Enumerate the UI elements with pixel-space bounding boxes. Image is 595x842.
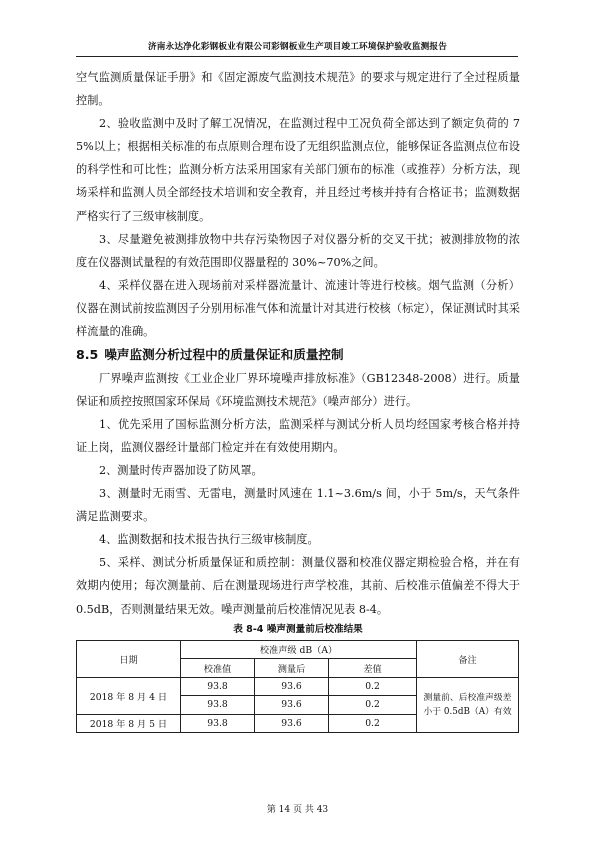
paragraph-item-3: 3、尽量避免被测排放物中共存污染物因子对仪器分析的交叉干扰；被测排放物的浓度在仪器测试量程的有效范围即仪器量程的 30%~70%之间。 — [76, 232, 520, 269]
section-heading-8-5 — [76, 343, 520, 367]
cell-diff: 0.2 — [329, 696, 417, 715]
section-number: 8.5 — [76, 347, 99, 363]
noise-item-3: 3、测量时无雨雪、无雷电，测量时风速在 1.1~3.6m/s 间，小于 5m/s，天气条件满足监测要求。 — [76, 487, 520, 524]
cell-date: 2018 年 8 月 4 日 — [77, 677, 181, 714]
table-header-row — [77, 640, 519, 659]
paragraph-item-2: 2、验收监测中及时了解工况情况，在监测过程中工况负荷全部达到了额定负荷的 75%以上；根据相关标准的布点原则合理布设了无组织监测点位，能够保证各监测点位布设的科学性和可比性；监测分析方法采用国家有关部门颁布的标准（或推荐）分析方法，现场采样和监测人员全部经技术培训和安全教育，并且经过考核并持有合格证书；监测数据严格实行了三级审核制度。 — [76, 117, 520, 223]
calibration-table — [76, 640, 519, 734]
cell-after: 93.6 — [255, 714, 329, 733]
page-header: 济南永达净化彩钢板业有限公司彩钢板业生产项目竣工环境保护验收监测报告 — [148, 42, 447, 52]
noise-intro-paragraph: 厂界噪声监测按《工业企业厂界环境噪声排放标准》（GB12348-2008）进行。质量保证和质控按照国家环保局《环境监测技术规范》（噪声部分）进行。 — [76, 371, 520, 408]
cell-before: 93.8 — [181, 696, 255, 715]
section-title: 噪声监测分析过程中的质量保证和质量控制 — [104, 347, 344, 363]
cell-date: 2018 年 8 月 5 日 — [77, 714, 181, 733]
header-before: 校准值 — [181, 659, 255, 678]
noise-item-5: 5、采样、测试分析质量保证和质控制：测量仪器和校准仪器定期检验合格，并在有效期内使用；每次测量前、后在测量现场进行声学校准，其前、后校准示值偏差不得大于 0.5dB，否则测量结果无效。噪声测量前后校准情况见表 8-4。 — [76, 556, 520, 616]
cell-before: 93.8 — [181, 677, 255, 696]
cell-diff: 0.2 — [329, 677, 417, 696]
header-diff: 差值 — [329, 659, 417, 678]
page-footer: 第 14 页 共 43 — [266, 805, 329, 815]
cell-after: 93.6 — [255, 696, 329, 715]
table-row — [77, 677, 519, 696]
noise-item-4: 4、监测数据和技术报告执行三级审核制度。 — [99, 533, 319, 547]
cell-before: 93.8 — [181, 714, 255, 733]
cell-after: 93.6 — [255, 677, 329, 696]
noise-item-1: 1、优先采用了国标监测分析方法，监测采样与测试分析人员均经国家考核合格并持证上岗，监测仪器经计量部门检定并在有效使用期内。 — [76, 417, 520, 454]
header-divider — [76, 56, 518, 57]
noise-item-2: 2、测量时传声器加设了防风罩。 — [99, 464, 263, 477]
table-caption: 表 8-4 噪声测量前后校准结果 — [233, 623, 363, 635]
header-date: 日期 — [77, 640, 181, 677]
header-after: 测量后 — [255, 659, 329, 678]
cell-note: 测量前、后校准声级差小于 0.5dB（A）有效 — [417, 677, 519, 733]
paragraph-continuation: 空气监测质量保证手册》和《固定源废气监测技术规范》的要求与规定进行了全过程质量控制。 — [76, 71, 520, 108]
document-body — [76, 66, 520, 733]
header-calibration-level: 校准声级 dB（A） — [181, 640, 417, 659]
paragraph-item-4: 4、采样仪器在进入现场前对采样器流量计、流速计等进行校核。烟气监测（分析）仪器在测试前按监测因子分别用标准气体和流量计对其进行校核（标定），保证测试时其采样流量的准确。 — [76, 278, 520, 339]
header-note: 备注 — [417, 640, 519, 677]
cell-diff: 0.2 — [329, 714, 417, 733]
